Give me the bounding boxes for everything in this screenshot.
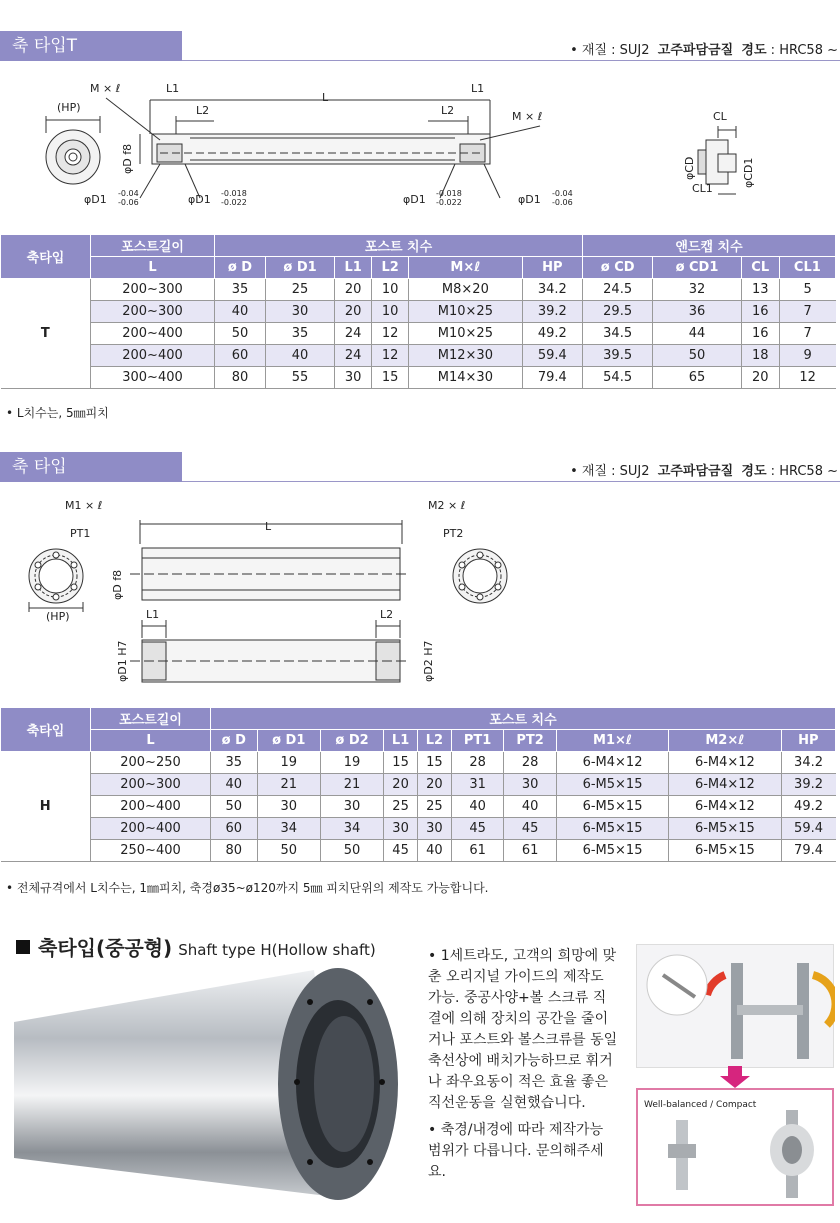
label-od1-left-outer: φD1 — [84, 193, 107, 206]
table-cell: 50 — [320, 840, 383, 862]
label-cl1: CL1 — [692, 182, 713, 195]
th-col-h: M1×ℓ — [556, 730, 668, 752]
label-mxl-right: M × ℓ — [512, 110, 543, 123]
th-col: ø D1 — [265, 257, 334, 279]
note-t: • L치수는, 5㎜피치 — [6, 406, 109, 420]
mechanism-illustration — [636, 944, 834, 1068]
th-col-h: ø D — [211, 730, 258, 752]
label-od1-right-outer: φD1 — [518, 193, 541, 206]
th-col: ø D — [215, 257, 266, 279]
table-cell: 6-M4×12 — [669, 774, 781, 796]
table-row — [1, 323, 836, 345]
label-hp: (HP) — [57, 101, 81, 114]
label-od1-right-inner: φD1 — [403, 193, 426, 206]
table-cell: 12 — [372, 323, 409, 345]
end-view-left — [46, 116, 100, 184]
table-cell: 200~400 — [91, 818, 211, 840]
table-cell: 200~400 — [91, 345, 215, 367]
th-post-len: 포스트길이 — [91, 235, 215, 257]
table-cell: 6-M5×15 — [669, 840, 781, 862]
table-cell: 7 — [779, 301, 835, 323]
table-cell: 30 — [418, 818, 452, 840]
th-post-dim-h: 포스트 치수 — [211, 708, 836, 730]
table-cell: M10×25 — [409, 323, 522, 345]
table-cell: 10 — [372, 279, 409, 301]
table-cell: 35 — [211, 752, 258, 774]
th-col-h: L2 — [418, 730, 452, 752]
table-cell: 5 — [779, 279, 835, 301]
hollow-title: 축타입(중공형) Shaft type H(Hollow shaft) — [16, 932, 376, 961]
table-cell: 80 — [215, 367, 266, 389]
table-cell: 79.4 — [522, 367, 582, 389]
table-cell: 15 — [384, 752, 418, 774]
table-cell: 61 — [451, 840, 504, 862]
table-cell: 30 — [335, 367, 372, 389]
th-col: M×ℓ — [409, 257, 522, 279]
table-cell: 35 — [215, 279, 266, 301]
spec-line-h: • 재질 : SUJ2 고주파담금질 경도 : HRC58 ~ — [570, 464, 838, 479]
label-pt2: PT2 — [443, 527, 464, 540]
label-l: L — [322, 91, 329, 104]
table-cell: 200~250 — [91, 752, 211, 774]
th-col-h: L — [91, 730, 211, 752]
label-od-f8-h: φD f8 — [111, 569, 124, 600]
table-cell: 9 — [779, 345, 835, 367]
section-tab-t: 축 타입T — [0, 31, 182, 61]
table-cell: 49.2 — [781, 796, 835, 818]
table-cell: 20 — [335, 279, 372, 301]
table-cell: 6-M4×12 — [669, 752, 781, 774]
table-cell: 24.5 — [583, 279, 653, 301]
table-cell: 59.4 — [781, 818, 835, 840]
table-cell: 39.2 — [781, 774, 835, 796]
th-type: 축타입 — [1, 235, 91, 279]
table-cell: 45 — [451, 818, 504, 840]
th-post-len-h: 포스트길이 — [91, 708, 211, 730]
compact-illustration — [636, 1088, 834, 1206]
label-l2-right: L2 — [441, 104, 455, 117]
table-cell: 39.5 — [583, 345, 653, 367]
table-cell: 20 — [384, 774, 418, 796]
label-od-f8: φD f8 — [121, 143, 134, 174]
table-cell: 300~400 — [91, 367, 215, 389]
table-cell: 30 — [504, 774, 557, 796]
section-tab-h: 축 타입 — [0, 452, 182, 482]
table-cell: 21 — [320, 774, 383, 796]
table-cell: 19 — [320, 752, 383, 774]
bullet-square — [16, 940, 30, 954]
table-cell: 18 — [741, 345, 779, 367]
label-hp-h: (HP) — [46, 610, 70, 623]
th-endcap: 앤드캡 치수 — [583, 235, 836, 257]
tol-a-bot-r: -0.06 — [552, 198, 573, 207]
table-cell: 28 — [451, 752, 504, 774]
table-cell: 16 — [741, 301, 779, 323]
table-cell: 34.2 — [522, 279, 582, 301]
shaft-h-side-view — [130, 520, 410, 682]
table-cell: 10 — [372, 301, 409, 323]
table-cell: 34 — [320, 818, 383, 840]
tol-b-top-r: -0.018 — [436, 189, 462, 198]
table-cell: 20 — [741, 367, 779, 389]
table-cell: 50 — [215, 323, 266, 345]
th-col-h: L1 — [384, 730, 418, 752]
table-cell: 30 — [384, 818, 418, 840]
table-cell: 40 — [504, 796, 557, 818]
th-col: ø CD1 — [653, 257, 741, 279]
section-header-h — [0, 452, 840, 482]
table-row — [1, 752, 836, 774]
label-ocd1: φCD1 — [742, 157, 755, 188]
tol-b-bot-r: -0.022 — [436, 198, 462, 207]
spec-line-t: • 재질 : SUJ2 고주파담금질 경도 : HRC58 ~ — [570, 43, 838, 58]
table-cell: 6-M5×15 — [556, 840, 668, 862]
table-cell: 25 — [418, 796, 452, 818]
table-cell: M14×30 — [409, 367, 522, 389]
table-cell: 65 — [653, 367, 741, 389]
label-od1-h7: φD1 H7 — [116, 640, 129, 682]
hollow-shaft-photo — [14, 962, 410, 1206]
th-col-h: PT2 — [504, 730, 557, 752]
table-cell: 44 — [653, 323, 741, 345]
table-cell: 29.5 — [583, 301, 653, 323]
label-l1-right: L1 — [471, 82, 485, 95]
table-cell: 7 — [779, 323, 835, 345]
end-view-left-h — [29, 549, 83, 612]
table-cell: 21 — [257, 774, 320, 796]
table-cell: 45 — [504, 818, 557, 840]
table-cell: 50 — [257, 840, 320, 862]
table-cell: 19 — [257, 752, 320, 774]
shaft-side-view — [106, 98, 543, 198]
table-cell: 200~400 — [91, 796, 211, 818]
table-cell: 31 — [451, 774, 504, 796]
type-cell: T — [1, 279, 91, 389]
shaft-h-drawing — [0, 492, 840, 696]
table-cell: 40 — [211, 774, 258, 796]
table-cell: 34 — [257, 818, 320, 840]
table-cell: 30 — [257, 796, 320, 818]
shaft-t-drawing — [0, 68, 840, 228]
section-header-t — [0, 31, 840, 61]
table-cell: 45 — [384, 840, 418, 862]
table-cell: 20 — [335, 301, 372, 323]
tol-a-top-r: -0.04 — [552, 189, 573, 198]
table-cell: 15 — [418, 752, 452, 774]
desc-paragraph-1: • 1세트라도, 고객의 희망에 맞춘 오리지널 가이드의 제작도 가능. 중공사양+볼 스크류 직결에 의해 장치의 공간을 줄이거나 포스트와 볼스크류를 동일 축선상에 배치가능하므로 휘거나 좌우요동이 적은 효율 좋은 직선운동을 실현했습니다. — [428, 948, 618, 1111]
table-cell: 6-M4×12 — [556, 752, 668, 774]
label-l1-left: L1 — [166, 82, 180, 95]
label-od2-h7: φD2 H7 — [422, 640, 435, 682]
down-arrow-icon — [720, 1066, 750, 1088]
table-cell: 12 — [779, 367, 835, 389]
tol-a-bot-l: -0.06 — [118, 198, 139, 207]
table-cell: 200~300 — [91, 774, 211, 796]
table-cell: 20 — [418, 774, 452, 796]
table-cell: M8×20 — [409, 279, 522, 301]
table-cell: 79.4 — [781, 840, 835, 862]
tol-b-top-l: -0.018 — [221, 189, 247, 198]
table-row — [1, 279, 836, 301]
illus-label: Well-balanced / Compact — [644, 1100, 757, 1110]
table-cell: 24 — [335, 323, 372, 345]
label-pt1: PT1 — [70, 527, 91, 540]
table-cell: 34.5 — [583, 323, 653, 345]
type-cell: H — [1, 752, 91, 862]
th-col: L1 — [335, 257, 372, 279]
label-l2-h: L2 — [380, 608, 394, 621]
table-cell: M12×30 — [409, 345, 522, 367]
table-cell: 40 — [265, 345, 334, 367]
table-cell: 36 — [653, 301, 741, 323]
table-cell: 6-M4×12 — [669, 796, 781, 818]
table-row — [1, 345, 836, 367]
table-cell: 34.2 — [781, 752, 835, 774]
table-cell: 30 — [320, 796, 383, 818]
table-row — [1, 367, 836, 389]
table-cell: 25 — [265, 279, 334, 301]
table-row — [1, 774, 836, 796]
th-post-dim: 포스트 치수 — [215, 235, 583, 257]
table-cell: 32 — [653, 279, 741, 301]
th-col: L2 — [372, 257, 409, 279]
hollow-description — [428, 946, 618, 1187]
th-type-h: 축타입 — [1, 708, 91, 752]
spec-table-t — [0, 234, 836, 389]
th-col-h: ø D1 — [257, 730, 320, 752]
label-m2: M2 × ℓ — [428, 499, 466, 512]
table-cell: 40 — [451, 796, 504, 818]
note-h: • 전체규격에서 L치수는, 1㎜피치, 축경ø35~ø120까지 5㎜ 피치단위의 제작도 가능합니다. — [6, 881, 489, 895]
table-cell: 15 — [372, 367, 409, 389]
spec-table-h — [0, 707, 836, 862]
table-cell: M10×25 — [409, 301, 522, 323]
table-cell: 60 — [211, 818, 258, 840]
table-cell: 61 — [504, 840, 557, 862]
table-cell: 28 — [504, 752, 557, 774]
th-col: CL — [741, 257, 779, 279]
table-cell: 200~400 — [91, 323, 215, 345]
th-col-h: HP — [781, 730, 835, 752]
table-cell: 13 — [741, 279, 779, 301]
label-l-h: L — [265, 520, 272, 533]
table-cell: 16 — [741, 323, 779, 345]
table-cell: 40 — [418, 840, 452, 862]
table-cell: 50 — [653, 345, 741, 367]
table-cell: 24 — [335, 345, 372, 367]
table-cell: 80 — [211, 840, 258, 862]
table-cell: 60 — [215, 345, 266, 367]
th-col: ø CD — [583, 257, 653, 279]
desc-paragraph-2: • 축경/내경에 따라 제작가능 범위가 다릅니다. 문의해주세요. — [428, 1122, 604, 1180]
table-cell: 35 — [265, 323, 334, 345]
table-row — [1, 796, 836, 818]
table-row — [1, 301, 836, 323]
table-cell: 50 — [211, 796, 258, 818]
table-cell: 200~300 — [91, 279, 215, 301]
table-cell: 12 — [372, 345, 409, 367]
label-mxl-left: M × ℓ — [90, 82, 121, 95]
table-cell: 6-M5×15 — [556, 796, 668, 818]
label-m1: M1 × ℓ — [65, 499, 103, 512]
label-l1-h: L1 — [146, 608, 160, 621]
tol-b-bot-l: -0.022 — [221, 198, 247, 207]
th-col-h: M2×ℓ — [669, 730, 781, 752]
table-cell: 49.2 — [522, 323, 582, 345]
table-row — [1, 818, 836, 840]
table-row — [1, 840, 836, 862]
table-cell: 6-M5×15 — [556, 774, 668, 796]
table-cell: 250~400 — [91, 840, 211, 862]
table-cell: 25 — [384, 796, 418, 818]
label-cl: CL — [713, 110, 727, 123]
table-cell: 55 — [265, 367, 334, 389]
label-od1-left-inner: φD1 — [188, 193, 211, 206]
table-cell: 6-M5×15 — [556, 818, 668, 840]
table-cell: 39.2 — [522, 301, 582, 323]
th-col: CL1 — [779, 257, 835, 279]
th-col: HP — [522, 257, 582, 279]
th-col: L — [91, 257, 215, 279]
table-cell: 59.4 — [522, 345, 582, 367]
table-cell: 54.5 — [583, 367, 653, 389]
label-ocd: φCD — [683, 156, 696, 180]
label-l2-left: L2 — [196, 104, 210, 117]
table-cell: 6-M5×15 — [669, 818, 781, 840]
end-view-right-h — [453, 549, 507, 603]
table-cell: 30 — [265, 301, 334, 323]
th-col-h: ø D2 — [320, 730, 383, 752]
table-cell: 200~300 — [91, 301, 215, 323]
table-cell: 40 — [215, 301, 266, 323]
tol-a-top-l: -0.04 — [118, 189, 139, 198]
th-col-h: PT1 — [451, 730, 504, 752]
